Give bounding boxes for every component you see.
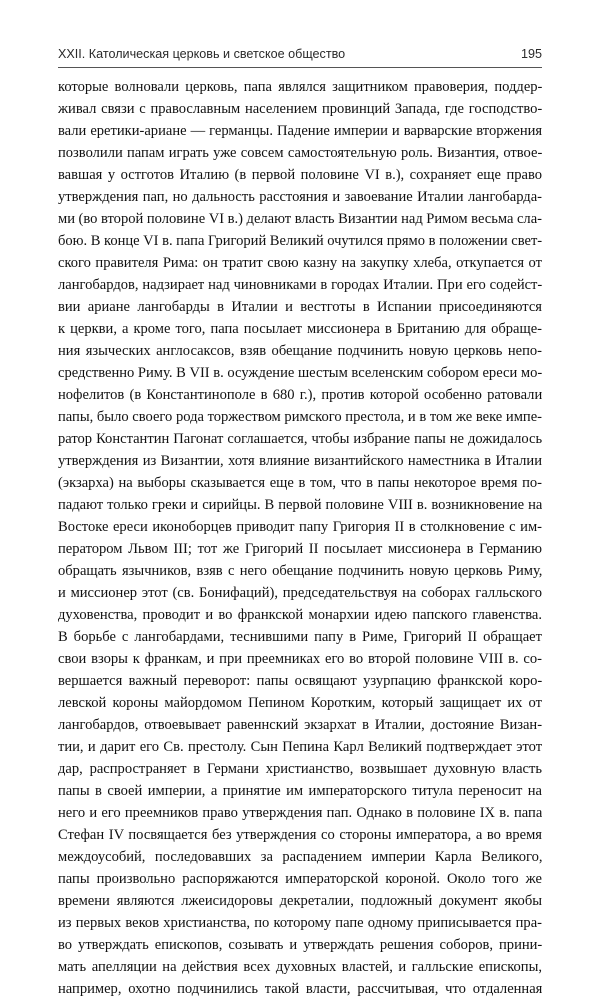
text-line: Востоке ереси иконоборцев приводит папу Григория II в столкновение с им-: [58, 519, 542, 535]
header-rule: [58, 67, 542, 68]
text-line: Стефан IV посвящается без утверждения со стороны императора, а во время: [58, 827, 542, 843]
text-line: вавшая у остготов Италию (в первой половине VI в.), сохраняет еще право: [58, 167, 542, 183]
text-line: ми (во второй половине VI в.) делают власть Византии над Римом весьма сла-: [58, 211, 542, 227]
chapter-title: XXII. Католическая церковь и светское общество: [58, 47, 346, 61]
text-line: ратор Константин Пагонат соглашается, чтобы избрание папы не дожидалось: [58, 431, 542, 447]
text-line: нофелитов (в Константинополе в 680 г.), против которой особенно ратовали: [58, 387, 542, 403]
text-line: к церкви, а кроме того, папа посылает миссионера в Британию для обраще-: [58, 321, 542, 337]
text-line: во утверждать епископов, созывать и утверждать решения соборов, прини-: [58, 937, 542, 953]
text-line: лангобардов, надзирает над чиновниками в городах Италии. При его содейст-: [58, 277, 542, 293]
text-line: междоусобий, последовавших за распадением империи Карла Великого,: [58, 849, 542, 865]
text-line: которые волновали церковь, папа являлся защитником правоверия, поддер-: [58, 79, 542, 95]
text-line: дар, распространяет в Германи христианство, возвышает духовную власть: [58, 761, 542, 777]
text-line: свои взоры к франкам, и при преемниках его во второй половине VIII в. со-: [58, 651, 542, 667]
text-line: падают только греки и сирийцы. В первой половине VIII в. возникновение на: [58, 497, 542, 513]
text-line: мать апелляции на действия всех духовных властей, и галльские епископы,: [58, 959, 542, 975]
text-line: вершается важный переворот: папы освящают узурпацию франкской коро-: [58, 673, 542, 689]
text-line: папы произвольно распоряжаются императорской короной. Около того же: [58, 871, 542, 887]
text-line: из первых веков христианства, по которому папе одному приписывается пра-: [58, 915, 542, 931]
text-line: вии ариане лангобарды в Италии и вестготы в Испании присоединяются: [58, 299, 542, 315]
text-line: средственно Риму. В VII в. осуждение шестым вселенским собором ереси мо-: [58, 365, 542, 381]
body-paragraph: [58, 76, 542, 1000]
text-line: В борьбе с лангобардами, теснившими папу в Риме, Григорий II обращает: [58, 629, 542, 645]
text-line: бою. В конце VI в. папа Григорий Великий очутился прямо в положении свет-: [58, 233, 542, 249]
text-line: (экзарха) на выборы сказывается еще в том, что в папы некоторое время по-: [58, 475, 542, 491]
text-line: ния языческих англосаксов, взяв обещание подчинить новую церковь непо-: [58, 343, 542, 359]
running-head: [58, 46, 542, 62]
text-line: вали еретики-ариане — германцы. Падение империи и варварские вторжения: [58, 123, 542, 139]
text-line: утверждения из Византии, хотя влияние византийского наместника в Италии: [58, 453, 542, 469]
text-line: лангобардов, отвоевывает равеннский экзархат в Италии, достояние Визан-: [58, 717, 542, 733]
text-line: например, охотно подчинились такой власти, рассчитывая, что отдаленная: [58, 981, 542, 997]
text-line: обращать язычников, взяв с него обещание подчинить новую церковь Риму,: [58, 563, 542, 579]
text-line: духовенства, проводит и во франкской монархии идею папского главенства.: [58, 607, 542, 623]
text-line: левской короны майордомом Пепином Коротким, который защищает их от: [58, 695, 542, 711]
text-line: папы в своей империи, а принятие им императорского титула переносит на: [58, 783, 542, 799]
text-line: утверждения пап, но дальность расстояния и завоевание Италии лангобарда-: [58, 189, 542, 205]
text-line: и миссионер этот (св. Бонифаций), председательствуя на соборах галльского: [58, 585, 542, 601]
text-line: него и его преемников право утверждения пап. Однако в половине IX в. папа: [58, 805, 542, 821]
text-line: ператором Львом III; тот же Григорий II посылает миссионера в Германию: [58, 541, 542, 557]
text-line: папы, было своего рода торжеством римского престола, и в том же веке импе-: [58, 409, 542, 425]
text-line: живал связи с православным населением провинций Запада, где господство-: [58, 101, 542, 117]
text-line: позволили папам играть уже совсем самостоятельную роль. Византия, отвое-: [58, 145, 542, 161]
book-page: [58, 46, 542, 1000]
text-line: ского правителя Рима: он тратит свою казну на закупку хлеба, откупается от: [58, 255, 542, 271]
text-line: времени являются лжеисидоровы декреталии, подложный документ якобы: [58, 893, 542, 909]
text-line: тии, и дарит его Св. престолу. Сын Пепина Карл Великий подтверждает этот: [58, 739, 542, 755]
page-number: 195: [520, 47, 542, 61]
